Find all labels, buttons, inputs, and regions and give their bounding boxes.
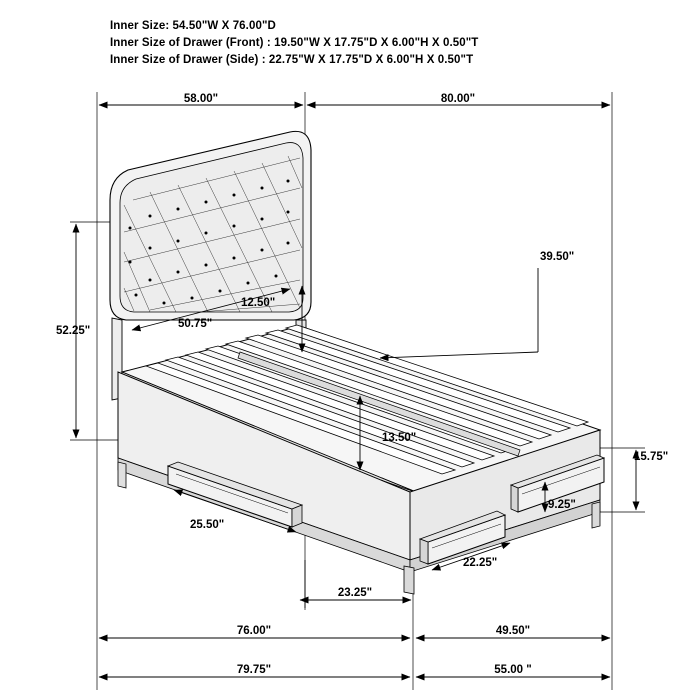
dim-side-drawer-width-label: 25.50" <box>190 519 225 531</box>
dim-foot-drawer-width-label: 22.25" <box>463 557 498 569</box>
dim-slat-callout-label: 39.50" <box>540 251 575 263</box>
dim-bottom-inner-left-label: 76.00" <box>236 625 272 637</box>
dim-headboard-height-label: 52.25" <box>56 325 91 337</box>
dim-top-right-label: 80.00" <box>440 93 476 105</box>
dim-clearance-label: 13.50" <box>382 432 417 444</box>
spec-line-inner-size: Inner Size: 54.50"W X 76.00"D <box>110 20 276 32</box>
dim-bottom-inner-right-label: 49.50" <box>495 625 531 637</box>
dim-drawer-height-label: 9.25" <box>548 499 576 511</box>
spec-line-drawer-side: Inner Size of Drawer (Side) : 22.75"W X 17.75"D X 6.00"H X 0.50"T <box>110 54 474 66</box>
dim-bottom-outer-right-label: 55.00 " <box>494 664 532 676</box>
spec-line-drawer-front: Inner Size of Drawer (Front) : 19.50"W X 17.75"D X 6.00"H X 0.50"T <box>110 37 479 49</box>
bed-frame <box>118 325 600 594</box>
dim-headboard-width-label: 50.75" <box>178 318 213 330</box>
dim-deck-height-label: 15.75" <box>634 451 669 463</box>
dim-top-left-label: 58.00" <box>183 93 219 105</box>
dim-bottom-outer-left-label: 79.75" <box>236 664 272 676</box>
dimension-leg-gap <box>300 560 411 608</box>
dim-rail-height-label: 12.50" <box>241 297 276 309</box>
dim-leg-gap-label: 23.25" <box>337 587 373 599</box>
callout-slat-depth <box>380 268 538 358</box>
